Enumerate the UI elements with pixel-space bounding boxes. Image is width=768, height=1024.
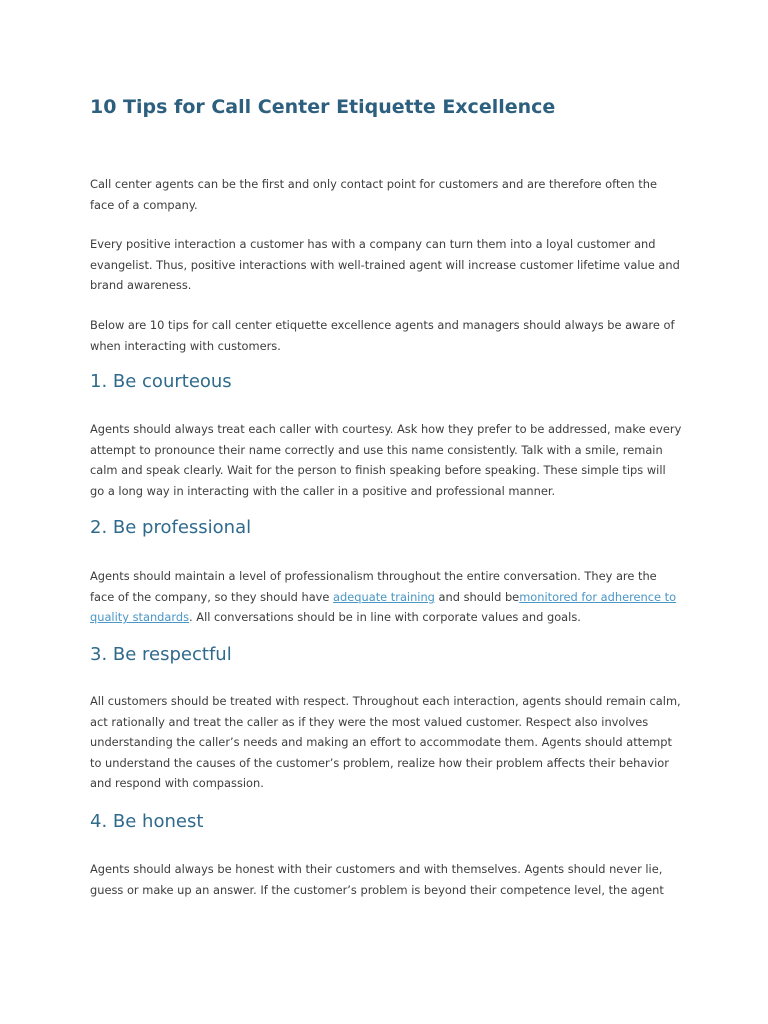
professional-text-part-1: Agents should maintain a level of professionalism throughout the entire conversation. They are the face of the company, so they should have [90,569,657,604]
intro-paragraph-3: Below are 10 tips for call center etiquette excellence agents and managers should always be aware of when interacting with customers. [90,318,675,353]
section-body-respectful: All customers should be treated with respect. Throughout each interaction, agents should remain calm, act rationally and treat the caller as if they were the most valued customer. Respect also involves understanding the caller’s needs and making an effort to accommodate them. Agents should attempt to understand the causes of the customer’s problem, realize how their problem affects their behavior and respond with compassion. [90,694,681,790]
intro-paragraph-2: Every positive interaction a customer has with a company can turn them into a loyal customer and evangelist. Thus, positive interactions with well-trained agent will increase customer lifetime value and brand awareness. [90,237,680,292]
quality-standards-link[interactable]: monitored for adherence to quality standards [90,589,677,624]
professional-text-part-2: and should be [434,589,520,604]
section-heading-honest: 4. Be honest [90,811,204,832]
section-body-professional [90,566,682,628]
section-heading-respectful: 3. Be respectful [90,644,232,665]
adequate-training-link[interactable]: adequate training [333,589,435,604]
section-body-courteous: Agents should always treat each caller with courtesy. Ask how they prefer to be addressed, make every attempt to pronounce their name correctly and use this name consistently. Talk with a smile, remain calm and speak clearly. Wait for the person to finish speaking before speaking. These simple tips will go a long way in interacting with the caller in a positive and professional manner. [90,422,682,498]
document-title: 10 Tips for Call Center Etiquette Excellence [90,96,556,118]
section-heading-courteous: 1. Be courteous [90,371,232,392]
section-heading-professional: 2. Be professional [90,517,252,538]
professional-text-part-3: . All conversations should be in line with corporate values and goals. [189,610,581,624]
intro-paragraph-1: Call center agents can be the first and only contact point for customers and are therefore often the face of a company. [90,177,657,212]
section-body-honest: Agents should always be honest with their customers and with themselves. Agents should never lie, guess or make up an answer. If the customer’s problem is beyond their competence level, the agent [90,862,664,897]
